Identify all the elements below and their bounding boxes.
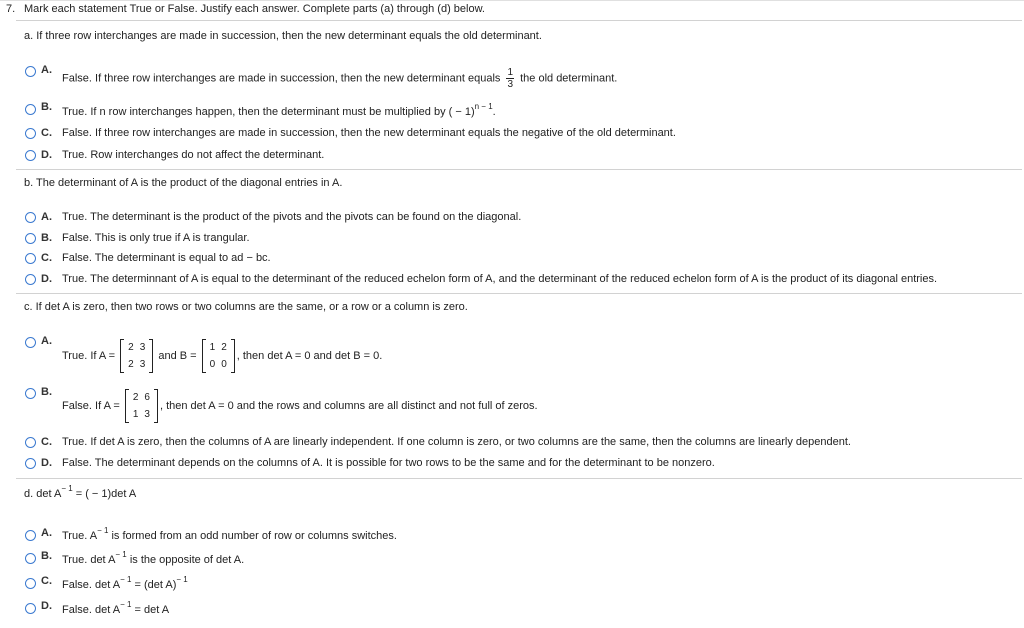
radio-b-option-d[interactable] xyxy=(25,274,36,285)
radio-c-option-c[interactable] xyxy=(25,437,36,448)
option-text: True. If n row interchanges happen, then the determinant must be multiplied by ( − 1) xyxy=(62,106,475,118)
option-text: . xyxy=(492,106,496,118)
option-text: False. If A = xyxy=(62,399,120,412)
part-c-option-c-text[interactable]: True. If det A is zero, then the columns of A are linearly independent. If one column is zero, or two columns are the same, then the columns are linearly dependent. xyxy=(62,436,851,448)
superscript: − 1 xyxy=(61,484,73,493)
part-b-option-c-text[interactable]: False. The determinant is equal to ad − bc. xyxy=(62,252,271,264)
option-text: False. det A xyxy=(62,579,121,591)
option-text: True. If A = xyxy=(62,349,116,362)
part-d-option-b-text[interactable] xyxy=(62,550,245,566)
statement-text: d. det A xyxy=(24,488,62,500)
option-text: and B = xyxy=(158,349,197,362)
part-b-option-d-text[interactable]: True. The determinnant of A is equal to the determinant of the reduced echelon form of A, and the determinant of the reduced echelon form of A is the product of its diagonal entries. xyxy=(62,273,938,285)
radio-c-option-d[interactable] xyxy=(25,458,36,469)
part-c-option-a-text[interactable] xyxy=(62,339,382,373)
option-label: D. xyxy=(41,600,52,612)
option-text: False. If three row interchanges are made in succession, then the new determinant equals xyxy=(62,72,501,85)
matrix-cell: 3 xyxy=(139,342,146,353)
matrix-b xyxy=(202,339,235,373)
option-label: C. xyxy=(41,436,52,448)
superscript: − 1 xyxy=(120,600,132,609)
fraction-numerator: 1 xyxy=(507,67,514,78)
option-text: is the opposite of det A. xyxy=(129,554,245,566)
part-d-statement xyxy=(24,484,137,500)
option-text: is formed from an odd number of row or columns switches. xyxy=(111,530,397,542)
option-text: True. det A xyxy=(62,554,116,566)
option-label: A. xyxy=(41,527,52,539)
part-d-option-a-text[interactable] xyxy=(62,526,397,542)
radio-d-option-c[interactable] xyxy=(25,578,36,589)
part-a-statement: a. If three row interchanges are made in succession, then the new determinant equals the old determinant. xyxy=(24,30,542,42)
fraction-denominator: 3 xyxy=(507,79,514,90)
option-text: False. det A xyxy=(62,604,121,616)
option-label: A. xyxy=(41,64,52,76)
radio-c-option-a[interactable] xyxy=(25,337,36,348)
option-label: A. xyxy=(41,211,52,223)
option-label: C. xyxy=(41,575,52,587)
option-text: the old determinant. xyxy=(520,72,618,85)
matrix-cell: 2 xyxy=(128,359,134,370)
top-border xyxy=(0,0,1024,1)
superscript: − 1 xyxy=(115,550,127,559)
matrix-a xyxy=(125,389,158,423)
option-label: D. xyxy=(41,457,52,469)
matrix-cell: 3 xyxy=(144,409,150,420)
divider xyxy=(16,293,1022,294)
matrix-cell: 1 xyxy=(132,409,139,420)
matrix-cell: 2 xyxy=(221,342,227,353)
matrix-cell: 6 xyxy=(144,392,150,403)
part-d-option-d-text[interactable] xyxy=(62,600,170,616)
part-a-option-c-text[interactable]: False. If three row interchanges are made in succession, then the new determinant equals the negative of the old determinant. xyxy=(62,127,676,139)
radio-c-option-b[interactable] xyxy=(25,388,36,399)
radio-a-option-d[interactable] xyxy=(25,150,36,161)
part-b-statement: b. The determinant of A is the product of the diagonal entries in A. xyxy=(24,177,343,189)
question-instructions: Mark each statement True or False. Justify each answer. Complete parts (a) through (d) below. xyxy=(24,3,485,15)
option-label: B. xyxy=(41,232,52,244)
option-label: B. xyxy=(41,386,52,398)
part-c-option-d-text[interactable]: False. The determinant depends on the columns of A. It is possible for two rows to be the same and for the determinant to be nonzero. xyxy=(62,457,715,469)
option-text: , then det A = 0 and det B = 0. xyxy=(236,349,383,362)
radio-d-option-a[interactable] xyxy=(25,530,36,541)
part-d-option-c-text[interactable] xyxy=(62,575,188,591)
divider xyxy=(16,20,1022,21)
matrix-cell: 2 xyxy=(132,392,139,403)
radio-b-option-c[interactable] xyxy=(25,253,36,264)
option-label: C. xyxy=(41,252,52,264)
radio-d-option-b[interactable] xyxy=(25,553,36,564)
radio-b-option-b[interactable] xyxy=(25,233,36,244)
part-c-statement: c. If det A is zero, then two rows or two columns are the same, or a row or a column is zero. xyxy=(24,301,468,313)
option-label: B. xyxy=(41,550,52,562)
fraction xyxy=(506,67,514,90)
superscript: − 1 xyxy=(97,526,109,535)
question-number: 7. xyxy=(6,3,16,15)
matrix-cell: 0 xyxy=(209,359,216,370)
option-label: D. xyxy=(41,273,52,285)
option-label: C. xyxy=(41,127,52,139)
divider xyxy=(16,478,1022,479)
superscript: n − 1 xyxy=(474,102,493,111)
radio-a-option-b[interactable] xyxy=(25,104,36,115)
radio-a-option-c[interactable] xyxy=(25,128,36,139)
matrix-a xyxy=(120,339,153,373)
radio-b-option-a[interactable] xyxy=(25,212,36,223)
matrix-cell: 1 xyxy=(209,342,216,353)
option-text: True. A xyxy=(62,530,98,542)
part-b-option-a-text[interactable]: True. The determinant is the product of the pivots and the pivots can be found on the diagonal. xyxy=(62,211,522,223)
superscript: − 1 xyxy=(120,575,132,584)
option-label: D. xyxy=(41,149,52,161)
part-a-option-b-text[interactable] xyxy=(62,102,496,118)
option-text: = det A xyxy=(134,604,170,616)
part-a-option-d-text[interactable]: True. Row interchanges do not affect the determinant. xyxy=(62,149,325,161)
statement-text: = ( − 1)det A xyxy=(75,488,137,500)
radio-a-option-a[interactable] xyxy=(25,66,36,77)
superscript: − 1 xyxy=(176,575,188,584)
part-c-option-b-text[interactable] xyxy=(62,389,538,423)
divider xyxy=(16,169,1022,170)
option-label: A. xyxy=(41,335,52,347)
matrix-cell: 2 xyxy=(128,342,134,353)
matrix-cell: 0 xyxy=(221,359,227,370)
matrix-cell: 3 xyxy=(139,359,146,370)
part-a-option-a-text[interactable] xyxy=(62,67,617,90)
option-text: , then det A = 0 and the rows and columns are all distinct and not full of zeros. xyxy=(159,399,538,412)
option-text: = (det A) xyxy=(134,579,177,591)
part-b-option-b-text[interactable]: False. This is only true if A is trangular. xyxy=(62,232,250,244)
option-label: B. xyxy=(41,101,52,113)
radio-d-option-d[interactable] xyxy=(25,603,36,614)
